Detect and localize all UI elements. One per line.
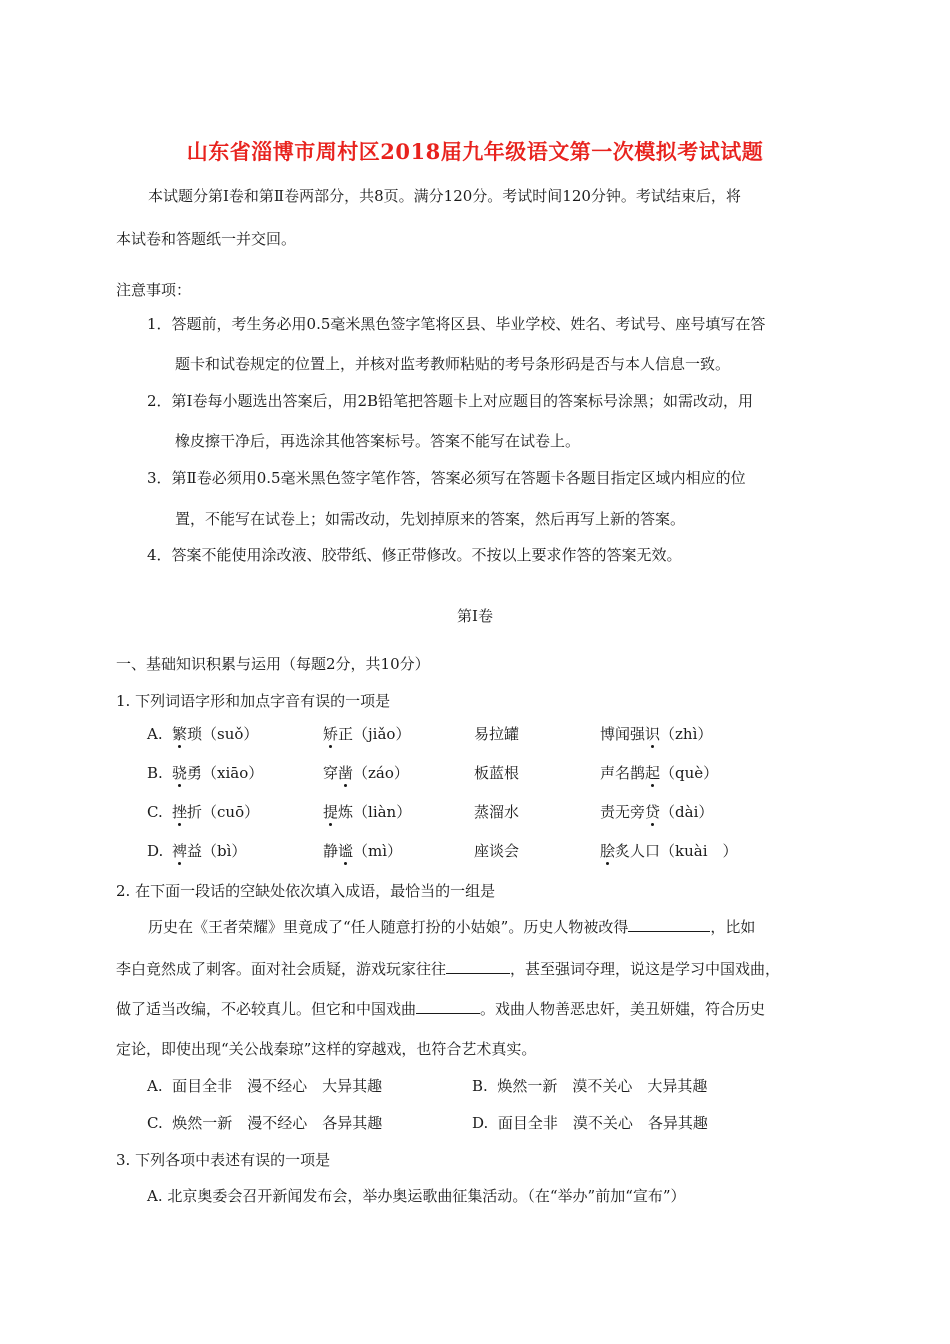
dotted-character: 识	[645, 725, 661, 743]
q1-option-label[interactable]: D.	[147, 842, 164, 860]
q2-option-d-text: 面目全非 漠不关心 各异其趣	[497, 1114, 708, 1132]
q1-option-word	[323, 763, 409, 783]
word-text-pre: 易拉罐	[474, 725, 520, 743]
q1-option-label[interactable]: B.	[147, 764, 163, 782]
word-text-pre: 博闻强	[600, 725, 646, 743]
q2-option-d-label: D.	[472, 1114, 489, 1132]
notes-heading: 注意事项：	[116, 281, 192, 299]
word-text-pre: 蒸溜水	[474, 803, 520, 821]
q2-option-c-text: 焕然一新 漫不经心 各异其趣	[172, 1114, 383, 1132]
q1-option-word	[600, 724, 712, 744]
dotted-character: 脍	[600, 842, 616, 860]
q2-option-c-label: C.	[147, 1114, 163, 1132]
dotted-character: 凿	[338, 764, 354, 782]
page-title: 山东省淄博市周村区2018届九年级语文第一次模拟考试试题	[186, 139, 764, 164]
q2-option-a[interactable]	[147, 1076, 382, 1096]
q1-option-word	[172, 763, 263, 783]
word-text-post: （mì）	[353, 842, 403, 860]
q2-option-b[interactable]	[472, 1076, 707, 1096]
fill-blank-1[interactable]	[628, 917, 710, 932]
dotted-character: 谧	[338, 842, 354, 860]
q1-option-word	[474, 802, 519, 822]
q1-option-word	[323, 841, 402, 861]
word-text-post: （dài）	[660, 803, 714, 821]
word-text-post: 炼（liàn）	[338, 803, 412, 821]
note-item-4-line-1: 4．答案不能使用涂改液、胶带纸、修正带修改。不按以上要求作答的答案无效。	[147, 546, 682, 564]
dotted-character: 骁	[172, 764, 188, 782]
dotted-character: 繁	[172, 725, 188, 743]
q1-option-word	[474, 724, 519, 744]
question-3-stem: 3. 下列各项中表述有误的一项是	[116, 1151, 331, 1169]
word-text-pre: 声名鹊	[600, 764, 646, 782]
dotted-character: 裨	[172, 842, 188, 860]
dotted-character: 挫	[172, 803, 188, 821]
q2-option-c[interactable]	[147, 1113, 382, 1133]
question-1-stem: 1. 下列词语字形和加点字音有误的一项是	[116, 692, 391, 710]
q2-option-a-label: A.	[147, 1077, 163, 1095]
q1-option-word	[600, 802, 713, 822]
question-2-stem: 2. 在下面一段话的空缺处依次填入成语，最恰当的一组是	[116, 882, 496, 900]
word-text-post: 正（jiǎo）	[338, 725, 411, 743]
dotted-character: 矫	[323, 725, 339, 743]
passage-line-1-a: 历史在《王者荣耀》里竟成了“任人随意打扮的小姑娘”。历史人物被改得	[148, 918, 629, 936]
word-text-post: （záo）	[353, 764, 409, 782]
passage-line-2-b: ，甚至强词夺理，说这是学习中国戏曲，	[510, 960, 781, 978]
word-text-pre: 责无旁	[600, 803, 646, 821]
fill-blank-2[interactable]	[446, 959, 510, 974]
word-text-pre: 板蓝根	[474, 764, 520, 782]
q3-option-a[interactable]: A. 北京奥委会召开新闻发布会，举办奥运歌曲征集活动。（在“举办”前加“宣布”）	[147, 1187, 686, 1205]
fill-blank-3[interactable]	[416, 999, 480, 1014]
passage-line-3	[116, 999, 765, 1019]
note-item-3-line-2: 置，不能写在试卷上；如需改动，先划掉原来的答案，然后再写上新的答案。	[175, 510, 686, 528]
passage-line-2	[116, 959, 780, 979]
q2-option-a-text: 面目全非 漫不经心 大异其趣	[172, 1077, 383, 1095]
note-item-1-line-1: 1．答题前，考生务必用0.5毫米黑色签字笔将区县、毕业学校、姓名、考试号、座号填写在答	[147, 315, 766, 333]
passage-line-1-b: ，比如	[710, 918, 756, 936]
word-text-post: （zhì）	[660, 725, 713, 743]
word-text-post: （què）	[660, 764, 719, 782]
q1-option-word	[323, 802, 411, 822]
q2-option-d[interactable]	[472, 1113, 708, 1133]
q1-option-word	[172, 724, 258, 744]
section-heading: 一、基础知识积累与运用（每题2分，共10分）	[116, 655, 430, 673]
word-text-post: 折（cuō）	[187, 803, 260, 821]
word-text-post: 炙人口（kuài ）	[615, 842, 738, 860]
q1-option-word	[474, 763, 519, 783]
passage-line-1	[148, 917, 755, 937]
q2-option-b-text: 焕然一新 漠不关心 大异其趣	[497, 1077, 708, 1095]
note-item-1-line-2: 题卡和试卷规定的位置上，并核对监考教师粘贴的考号条形码是否与本人信息一致。	[175, 355, 731, 373]
volume-heading: 第Ⅰ卷	[457, 607, 493, 625]
q1-option-label[interactable]: C.	[147, 803, 163, 821]
q1-option-word	[600, 763, 718, 783]
passage-line-3-b: 。戏曲人物善恶忠奸，美丑妍媸，符合历史	[480, 1000, 766, 1018]
word-text-post: 勇（xiāo）	[187, 764, 264, 782]
q1-option-word	[600, 841, 738, 861]
q1-option-word	[474, 841, 519, 861]
q1-option-word	[172, 841, 246, 861]
word-text-post: 琐（suǒ）	[187, 725, 259, 743]
note-item-2-line-1: 2．第Ⅰ卷每小题选出答案后，用2B铅笔把答题卡上对应题目的答案标号涂黑；如需改动，用	[147, 392, 754, 410]
passage-line-2-a: 李白竟然成了刺客。面对社会质疑，游戏玩家往往	[116, 960, 447, 978]
passage-line-3-a: 做了适当改编，不必较真儿。但它和中国戏曲	[116, 1000, 417, 1018]
dotted-character: 起	[645, 764, 661, 782]
passage-line-4: 定论，即使出现“关公战秦琼”这样的穿越戏，也符合艺术真实。	[116, 1040, 537, 1058]
q1-option-word	[172, 802, 259, 822]
word-text-pre: 座谈会	[474, 842, 520, 860]
intro-line-2: 本试卷和答题纸一并交回。	[116, 230, 297, 248]
intro-line-1: 本试题分第Ⅰ卷和第Ⅱ卷两部分，共8页。满分120分。考试时间120分钟。考试结束后，将	[148, 187, 741, 205]
dotted-character: 提	[323, 803, 339, 821]
note-item-2-line-2: 橡皮擦干净后，再选涂其他答案标号。答案不能写在试卷上。	[175, 432, 581, 450]
q2-option-b-label: B.	[472, 1077, 488, 1095]
word-text-post: 益（bì）	[187, 842, 247, 860]
note-item-3-line-1: 3．第Ⅱ卷必须用0.5毫米黑色签字笔作答，答案必须写在答题卡各题目指定区域内相应的位	[147, 469, 746, 487]
q1-option-label[interactable]: A.	[147, 725, 163, 743]
q1-option-word	[323, 724, 410, 744]
dotted-character: 贷	[645, 803, 661, 821]
word-text-pre: 静	[323, 842, 339, 860]
word-text-pre: 穿	[323, 764, 339, 782]
